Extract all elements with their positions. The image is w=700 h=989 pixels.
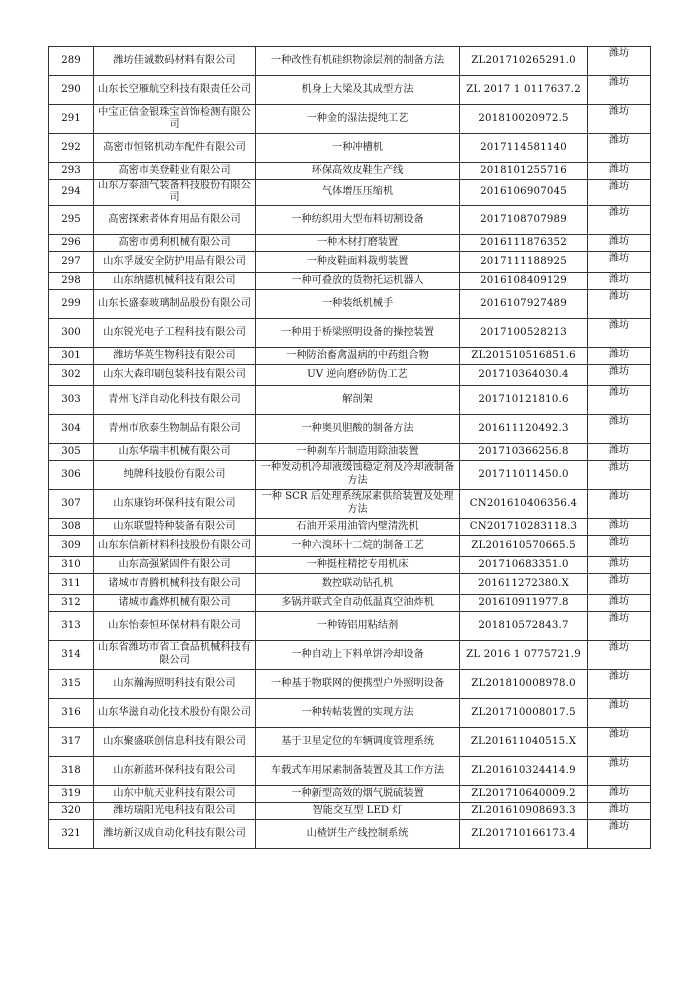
row-number-cell: 300 bbox=[49, 318, 94, 347]
company-name-cell: 山东纳德机械科技有限公司 bbox=[94, 272, 256, 289]
company-name-cell: 潍坊瑞阳光电科技有限公司 bbox=[94, 802, 256, 819]
company-name-cell: 山东华滋自动化技术股份有限公司 bbox=[94, 698, 256, 727]
patent-title-cell: 多锅并联式全自动低温真空油炸机 bbox=[256, 594, 460, 611]
company-name-cell: 中宝正信金银珠宝首饰检测有限公司 bbox=[94, 105, 256, 134]
table-row bbox=[49, 573, 651, 594]
patent-title-cell: 一种铸铝用粘结剂 bbox=[256, 611, 460, 640]
city-cell: 潍坊 bbox=[588, 518, 651, 535]
row-number-cell: 294 bbox=[49, 180, 94, 206]
company-name-cell: 山东新蓝环保科技有限公司 bbox=[94, 756, 256, 785]
patent-number-cell: 201611120492.3 bbox=[460, 414, 588, 443]
row-number-cell: 306 bbox=[49, 460, 94, 489]
city-cell: 潍坊 bbox=[588, 134, 651, 163]
patent-number-cell: 201710366256.8 bbox=[460, 443, 588, 460]
patent-number-cell: ZL201611040515.X bbox=[460, 727, 588, 756]
patent-number-cell: CN201710283118.3 bbox=[460, 518, 588, 535]
company-name-cell: 山东联盟特种装备有限公司 bbox=[94, 518, 256, 535]
table-row bbox=[49, 364, 651, 385]
patent-title-cell: 一种装纸机械手 bbox=[256, 289, 460, 318]
patent-title-cell: 一种六溴环十二烷的制备工艺 bbox=[256, 535, 460, 556]
company-name-cell: 山东大森印刷包装科技有限公司 bbox=[94, 364, 256, 385]
company-name-cell: 纯牌科技股份有限公司 bbox=[94, 460, 256, 489]
table-row bbox=[49, 105, 651, 134]
company-name-cell: 山东长盛泰玻璃制品股份有限公司 bbox=[94, 289, 256, 318]
table-row bbox=[49, 489, 651, 518]
row-number-cell: 304 bbox=[49, 414, 94, 443]
city-cell: 潍坊 bbox=[588, 756, 651, 785]
city-cell: 潍坊 bbox=[588, 318, 651, 347]
patent-title-cell: 一种用于桥梁照明设备的操控装置 bbox=[256, 318, 460, 347]
city-cell: 潍坊 bbox=[588, 573, 651, 594]
city-cell: 潍坊 bbox=[588, 47, 651, 76]
row-number-cell: 298 bbox=[49, 272, 94, 289]
row-number-cell: 316 bbox=[49, 698, 94, 727]
patent-number-cell: 2016111876352 bbox=[460, 234, 588, 251]
table-row bbox=[49, 47, 651, 76]
patent-title-cell: 数控联动钻孔机 bbox=[256, 573, 460, 594]
row-number-cell: 302 bbox=[49, 364, 94, 385]
patent-number-cell: 201610911977.8 bbox=[460, 594, 588, 611]
city-cell: 潍坊 bbox=[588, 251, 651, 272]
company-name-cell: 山东长空雁航空科技有限责任公司 bbox=[94, 76, 256, 105]
city-cell: 潍坊 bbox=[588, 234, 651, 251]
city-cell: 潍坊 bbox=[588, 640, 651, 669]
city-cell: 潍坊 bbox=[588, 443, 651, 460]
city-cell: 潍坊 bbox=[588, 698, 651, 727]
company-name-cell: 青州飞洋自动化科技有限公司 bbox=[94, 385, 256, 414]
patent-number-cell: 2016107927489 bbox=[460, 289, 588, 318]
patent-title-cell: 一种皮鞋面料裁剪装置 bbox=[256, 251, 460, 272]
city-cell: 潍坊 bbox=[588, 385, 651, 414]
city-cell: 潍坊 bbox=[588, 819, 651, 848]
city-cell: 潍坊 bbox=[588, 163, 651, 180]
table-row bbox=[49, 556, 651, 573]
row-number-cell: 318 bbox=[49, 756, 94, 785]
company-name-cell: 潍坊佳诚数码材料有限公司 bbox=[94, 47, 256, 76]
city-cell: 潍坊 bbox=[588, 364, 651, 385]
row-number-cell: 313 bbox=[49, 611, 94, 640]
table-row bbox=[49, 251, 651, 272]
patent-number-cell: 201810572843.7 bbox=[460, 611, 588, 640]
row-number-cell: 295 bbox=[49, 205, 94, 234]
patent-title-cell: 一种转帖装置的实现方法 bbox=[256, 698, 460, 727]
company-name-cell: 山东东信新材料科技股份有限公司 bbox=[94, 535, 256, 556]
patent-number-cell: CN201610406356.4 bbox=[460, 489, 588, 518]
row-number-cell: 293 bbox=[49, 163, 94, 180]
row-number-cell: 291 bbox=[49, 105, 94, 134]
company-name-cell: 诸城市青腾机械科技有限公司 bbox=[94, 573, 256, 594]
patent-number-cell: 2017111188925 bbox=[460, 251, 588, 272]
patent-number-cell: 201711011450.0 bbox=[460, 460, 588, 489]
patent-title-cell: 一种可叠放的货物托运机器人 bbox=[256, 272, 460, 289]
patent-title-cell: 一种新型高效的烟气脱硫装置 bbox=[256, 785, 460, 802]
patent-list-table bbox=[48, 46, 651, 849]
city-cell: 潍坊 bbox=[588, 105, 651, 134]
city-cell: 潍坊 bbox=[588, 289, 651, 318]
row-number-cell: 311 bbox=[49, 573, 94, 594]
patent-title-cell: 基于卫星定位的车辆调度管理系统 bbox=[256, 727, 460, 756]
patent-title-cell: 一种冲槽机 bbox=[256, 134, 460, 163]
row-number-cell: 296 bbox=[49, 234, 94, 251]
company-name-cell: 高密市勇利机械有限公司 bbox=[94, 234, 256, 251]
city-cell: 潍坊 bbox=[588, 669, 651, 698]
patent-number-cell: ZL 2017 1 0117637.2 bbox=[460, 76, 588, 105]
patent-title-cell: 环保高效皮鞋生产线 bbox=[256, 163, 460, 180]
patent-title-cell: 一种纺织用大型布料切割设备 bbox=[256, 205, 460, 234]
row-number-cell: 312 bbox=[49, 594, 94, 611]
patent-title-cell: 一种防治畜禽温病的中药组合物 bbox=[256, 347, 460, 364]
row-number-cell: 307 bbox=[49, 489, 94, 518]
row-number-cell: 321 bbox=[49, 819, 94, 848]
patent-title-cell: 机身上大梁及其成型方法 bbox=[256, 76, 460, 105]
patent-number-cell: ZL201610570665.5 bbox=[460, 535, 588, 556]
table-row bbox=[49, 802, 651, 819]
city-cell: 潍坊 bbox=[588, 272, 651, 289]
table-row bbox=[49, 289, 651, 318]
row-number-cell: 309 bbox=[49, 535, 94, 556]
patent-number-cell: 201611272380.X bbox=[460, 573, 588, 594]
company-name-cell: 高密市美登鞋业有限公司 bbox=[94, 163, 256, 180]
table-row bbox=[49, 318, 651, 347]
table-row bbox=[49, 414, 651, 443]
table-row bbox=[49, 443, 651, 460]
patent-number-cell: ZL201710640009.2 bbox=[460, 785, 588, 802]
patent-number-cell: 201710121810.6 bbox=[460, 385, 588, 414]
row-number-cell: 308 bbox=[49, 518, 94, 535]
patent-title-cell: 气体增压压缩机 bbox=[256, 180, 460, 206]
row-number-cell: 289 bbox=[49, 47, 94, 76]
patent-title-cell: 一种改性有机硅织物涂层剂的制备方法 bbox=[256, 47, 460, 76]
patent-number-cell: ZL201510516851.6 bbox=[460, 347, 588, 364]
patent-title-cell: 解剖架 bbox=[256, 385, 460, 414]
company-name-cell: 山东聚盛联创信息科技有限公司 bbox=[94, 727, 256, 756]
city-cell: 潍坊 bbox=[588, 535, 651, 556]
row-number-cell: 297 bbox=[49, 251, 94, 272]
city-cell: 潍坊 bbox=[588, 460, 651, 489]
city-cell: 潍坊 bbox=[588, 611, 651, 640]
company-name-cell: 高密探索者体育用品有限公司 bbox=[94, 205, 256, 234]
table-row bbox=[49, 611, 651, 640]
patent-title-cell: 一种自动上下料单饼冷却设备 bbox=[256, 640, 460, 669]
table-row bbox=[49, 272, 651, 289]
table-row bbox=[49, 518, 651, 535]
patent-title-cell: 智能交互型 LED 灯 bbox=[256, 802, 460, 819]
patent-title-cell: 石油开采用油管内壁清洗机 bbox=[256, 518, 460, 535]
table-row bbox=[49, 234, 651, 251]
company-name-cell: 山东康钧环保科技有限公司 bbox=[94, 489, 256, 518]
patent-number-cell: ZL201710166173.4 bbox=[460, 819, 588, 848]
table-row bbox=[49, 785, 651, 802]
table-row bbox=[49, 163, 651, 180]
patent-number-cell: ZL201610908693.3 bbox=[460, 802, 588, 819]
table-row bbox=[49, 460, 651, 489]
company-name-cell: 山东中航天业科技有限公司 bbox=[94, 785, 256, 802]
city-cell: 潍坊 bbox=[588, 802, 651, 819]
patent-table-body bbox=[49, 47, 651, 849]
company-name-cell: 山东万泰油气装备科技股份有限公司 bbox=[94, 180, 256, 206]
patent-title-cell: 一种木材打磨装置 bbox=[256, 234, 460, 251]
table-row bbox=[49, 205, 651, 234]
table-row bbox=[49, 727, 651, 756]
company-name-cell: 山东省潍坊市省工食品机械科技有限公司 bbox=[94, 640, 256, 669]
row-number-cell: 319 bbox=[49, 785, 94, 802]
table-row bbox=[49, 535, 651, 556]
patent-title-cell: 山楂饼生产线控制系统 bbox=[256, 819, 460, 848]
patent-title-cell: 一种 SCR 后处理系统尿素供给装置及处理方法 bbox=[256, 489, 460, 518]
table-row bbox=[49, 134, 651, 163]
company-name-cell: 山东高强紧固件有限公司 bbox=[94, 556, 256, 573]
table-row bbox=[49, 594, 651, 611]
city-cell: 潍坊 bbox=[588, 594, 651, 611]
patent-title-cell: 一种金的湿法提纯工艺 bbox=[256, 105, 460, 134]
patent-number-cell: 2018101255716 bbox=[460, 163, 588, 180]
patent-number-cell: 2016106907045 bbox=[460, 180, 588, 206]
company-name-cell: 山东瀚海照明科技有限公司 bbox=[94, 669, 256, 698]
row-number-cell: 310 bbox=[49, 556, 94, 573]
table-row bbox=[49, 180, 651, 206]
patent-title-cell: 车载式车用尿素制备装置及其工作方法 bbox=[256, 756, 460, 785]
company-name-cell: 高密市恒铭机动车配件有限公司 bbox=[94, 134, 256, 163]
table-row bbox=[49, 756, 651, 785]
table-row bbox=[49, 347, 651, 364]
city-cell: 潍坊 bbox=[588, 414, 651, 443]
patent-number-cell: ZL201810008978.0 bbox=[460, 669, 588, 698]
patent-title-cell: 一种挺柱精挖专用机床 bbox=[256, 556, 460, 573]
company-name-cell: 山东华瑞丰机械有限公司 bbox=[94, 443, 256, 460]
table-row bbox=[49, 640, 651, 669]
row-number-cell: 301 bbox=[49, 347, 94, 364]
table-row bbox=[49, 76, 651, 105]
city-cell: 潍坊 bbox=[588, 556, 651, 573]
patent-title-cell: UV 逆向磨砂防伪工艺 bbox=[256, 364, 460, 385]
patent-title-cell: 一种基于物联网的便携型户外照明设备 bbox=[256, 669, 460, 698]
city-cell: 潍坊 bbox=[588, 727, 651, 756]
row-number-cell: 303 bbox=[49, 385, 94, 414]
company-name-cell: 诸城市鑫烨机械有限公司 bbox=[94, 594, 256, 611]
row-number-cell: 320 bbox=[49, 802, 94, 819]
table-row bbox=[49, 385, 651, 414]
patent-number-cell: ZL201710008017.5 bbox=[460, 698, 588, 727]
patent-number-cell: 201710364030.4 bbox=[460, 364, 588, 385]
city-cell: 潍坊 bbox=[588, 205, 651, 234]
company-name-cell: 潍坊新汉成自动化科技有限公司 bbox=[94, 819, 256, 848]
patent-number-cell: 2017100528213 bbox=[460, 318, 588, 347]
city-cell: 潍坊 bbox=[588, 347, 651, 364]
patent-number-cell: 2017108707989 bbox=[460, 205, 588, 234]
city-cell: 潍坊 bbox=[588, 489, 651, 518]
row-number-cell: 299 bbox=[49, 289, 94, 318]
row-number-cell: 292 bbox=[49, 134, 94, 163]
patent-number-cell: 201810020972.5 bbox=[460, 105, 588, 134]
patent-title-cell: 一种刹车片制造用除油装置 bbox=[256, 443, 460, 460]
patent-number-cell: 2017114581140 bbox=[460, 134, 588, 163]
table-row bbox=[49, 698, 651, 727]
company-name-cell: 潍坊华英生物科技有限公司 bbox=[94, 347, 256, 364]
city-cell: 潍坊 bbox=[588, 180, 651, 206]
company-name-cell: 青州市欣泰生物制品有限公司 bbox=[94, 414, 256, 443]
table-row bbox=[49, 819, 651, 848]
patent-title-cell: 一种发动机冷却液缓蚀稳定剂及冷却液制备方法 bbox=[256, 460, 460, 489]
row-number-cell: 315 bbox=[49, 669, 94, 698]
row-number-cell: 314 bbox=[49, 640, 94, 669]
table-row bbox=[49, 669, 651, 698]
row-number-cell: 290 bbox=[49, 76, 94, 105]
patent-number-cell: ZL201710265291.0 bbox=[460, 47, 588, 76]
company-name-cell: 山东锐光电子工程科技有限公司 bbox=[94, 318, 256, 347]
city-cell: 潍坊 bbox=[588, 785, 651, 802]
company-name-cell: 山东孚晟安全防护用品有限公司 bbox=[94, 251, 256, 272]
patent-number-cell: ZL201610324414.9 bbox=[460, 756, 588, 785]
patent-number-cell: 2016108409129 bbox=[460, 272, 588, 289]
patent-title-cell: 一种奥贝胆酸的制备方法 bbox=[256, 414, 460, 443]
row-number-cell: 317 bbox=[49, 727, 94, 756]
patent-number-cell: ZL 2016 1 0775721.9 bbox=[460, 640, 588, 669]
patent-number-cell: 201710683351.0 bbox=[460, 556, 588, 573]
company-name-cell: 山东怡泰恒环保材料有限公司 bbox=[94, 611, 256, 640]
row-number-cell: 305 bbox=[49, 443, 94, 460]
city-cell: 潍坊 bbox=[588, 76, 651, 105]
